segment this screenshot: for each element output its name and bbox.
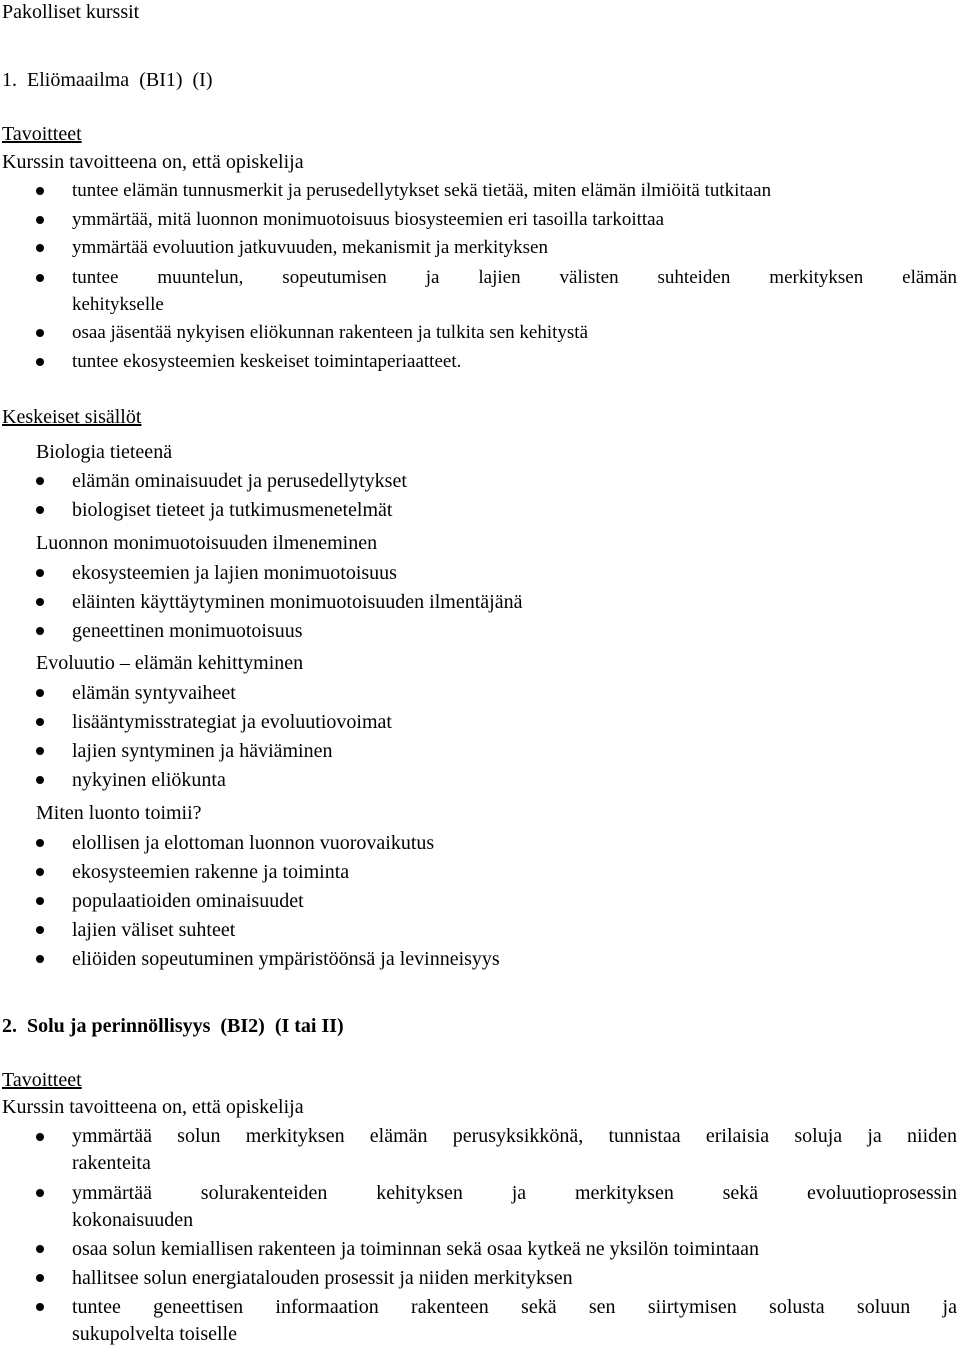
bullet-icon bbox=[36, 477, 44, 485]
list-item: lajien väliset suhteet bbox=[72, 919, 236, 941]
bullet-icon bbox=[36, 839, 44, 847]
goals-intro: Kurssin tavoitteena on, että opiskelija bbox=[2, 1096, 304, 1118]
bullet-icon bbox=[36, 1133, 44, 1141]
list-item: tuntee geneettisen informaation rakenteen sekä sen siirtymisen solusta soluun ja bbox=[72, 1296, 957, 1318]
bullet-icon bbox=[36, 955, 44, 963]
bullet-icon bbox=[36, 868, 44, 876]
list-item: populaatioiden ominaisuudet bbox=[72, 890, 304, 912]
list-item: osaa solun kemiallisen rakenteen ja toiminnan sekä osaa kytkeä ne yksilön toimintaan bbox=[72, 1238, 760, 1260]
bullet-icon bbox=[36, 926, 44, 934]
list-item: tuntee elämän tunnusmerkit ja perusedellytykset sekä tietää, miten elämän ilmiöitä tutkitaan bbox=[72, 180, 772, 201]
list-item-continuation: sukupolvelta toiselle bbox=[72, 1323, 237, 1345]
list-item: geneettinen monimuotoisuus bbox=[72, 620, 303, 642]
bullet-icon bbox=[36, 329, 44, 337]
bullet-icon bbox=[36, 187, 44, 195]
list-item: ekosysteemien ja lajien monimuotoisuus bbox=[72, 562, 397, 584]
list-item-continuation: kokonaisuuden bbox=[72, 1209, 194, 1231]
content-heading: Keskeiset sisällöt bbox=[2, 406, 142, 428]
bullet-icon bbox=[36, 1245, 44, 1253]
bullet-icon bbox=[36, 598, 44, 606]
bullet-icon bbox=[36, 274, 44, 282]
list-item: ymmärtää evoluution jatkuvuuden, mekanismit ja merkityksen bbox=[72, 237, 548, 258]
bullet-icon bbox=[36, 569, 44, 577]
list-item: elämän ominaisuudet ja perusedellytykset bbox=[72, 470, 407, 492]
goals-heading: Tavoitteet bbox=[2, 123, 82, 145]
course-heading: 1. Eliömaailma (BI1) (I) bbox=[2, 69, 213, 91]
bullet-icon bbox=[36, 1274, 44, 1282]
bullet-icon bbox=[36, 216, 44, 224]
goals-intro: Kurssin tavoitteena on, että opiskelija bbox=[2, 151, 304, 173]
list-item-continuation: kehitykselle bbox=[72, 294, 164, 315]
topic-title: Miten luonto toimii? bbox=[36, 802, 202, 824]
topic-title: Evoluutio – elämän kehittyminen bbox=[36, 652, 304, 674]
bullet-icon bbox=[36, 776, 44, 784]
bullet-icon bbox=[36, 1189, 44, 1197]
list-item: lajien syntyminen ja häviäminen bbox=[72, 740, 333, 762]
list-item: eliöiden sopeutuminen ympäristöönsä ja levinneisyys bbox=[72, 948, 500, 970]
list-item: elämän syntyvaiheet bbox=[72, 682, 236, 704]
list-item: ymmärtää, mitä luonnon monimuotoisuus biosysteemien eri tasoilla tarkoittaa bbox=[72, 209, 665, 230]
list-item: ymmärtää solun merkityksen elämän perusyksikkönä, tunnistaa erilaisia soluja ja niiden bbox=[72, 1125, 957, 1147]
list-item: ekosysteemien rakenne ja toiminta bbox=[72, 861, 350, 883]
page-title: Pakolliset kurssit bbox=[2, 1, 140, 23]
list-item: tuntee ekosysteemien keskeiset toimintaperiaatteet. bbox=[72, 351, 462, 372]
topic-title: Luonnon monimuotoisuuden ilmeneminen bbox=[36, 532, 378, 554]
bullet-icon bbox=[36, 718, 44, 726]
list-item: hallitsee solun energiatalouden prosessit ja niiden merkityksen bbox=[72, 1267, 573, 1289]
list-item: osaa jäsentää nykyisen eliökunnan rakenteen ja tulkita sen kehitystä bbox=[72, 322, 588, 343]
bullet-icon bbox=[36, 689, 44, 697]
list-item: eläinten käyttäytyminen monimuotoisuuden ilmentäjänä bbox=[72, 591, 523, 613]
list-item: ymmärtää solurakenteiden kehityksen ja merkityksen sekä evoluutioprosessin bbox=[72, 1182, 957, 1204]
bullet-icon bbox=[36, 1303, 44, 1311]
list-item: elollisen ja elottoman luonnon vuorovaikutus bbox=[72, 832, 435, 854]
bullet-icon bbox=[36, 506, 44, 514]
course-heading: 2. Solu ja perinnöllisyys (BI2) (I tai II) bbox=[2, 1015, 344, 1037]
bullet-icon bbox=[36, 358, 44, 366]
list-item: nykyinen eliökunta bbox=[72, 769, 226, 791]
list-item: biologiset tieteet ja tutkimusmenetelmät bbox=[72, 499, 393, 521]
list-item: tuntee muuntelun, sopeutumisen ja lajien välisten suhteiden merkityksen elämän bbox=[72, 267, 957, 288]
bullet-icon bbox=[36, 897, 44, 905]
bullet-icon bbox=[36, 627, 44, 635]
list-item: lisääntymisstrategiat ja evoluutiovoimat bbox=[72, 711, 392, 733]
goals-heading: Tavoitteet bbox=[2, 1069, 82, 1091]
topic-title: Biologia tieteenä bbox=[36, 441, 173, 463]
bullet-icon bbox=[36, 244, 44, 252]
bullet-icon bbox=[36, 747, 44, 755]
list-item-continuation: rakenteita bbox=[72, 1152, 151, 1174]
